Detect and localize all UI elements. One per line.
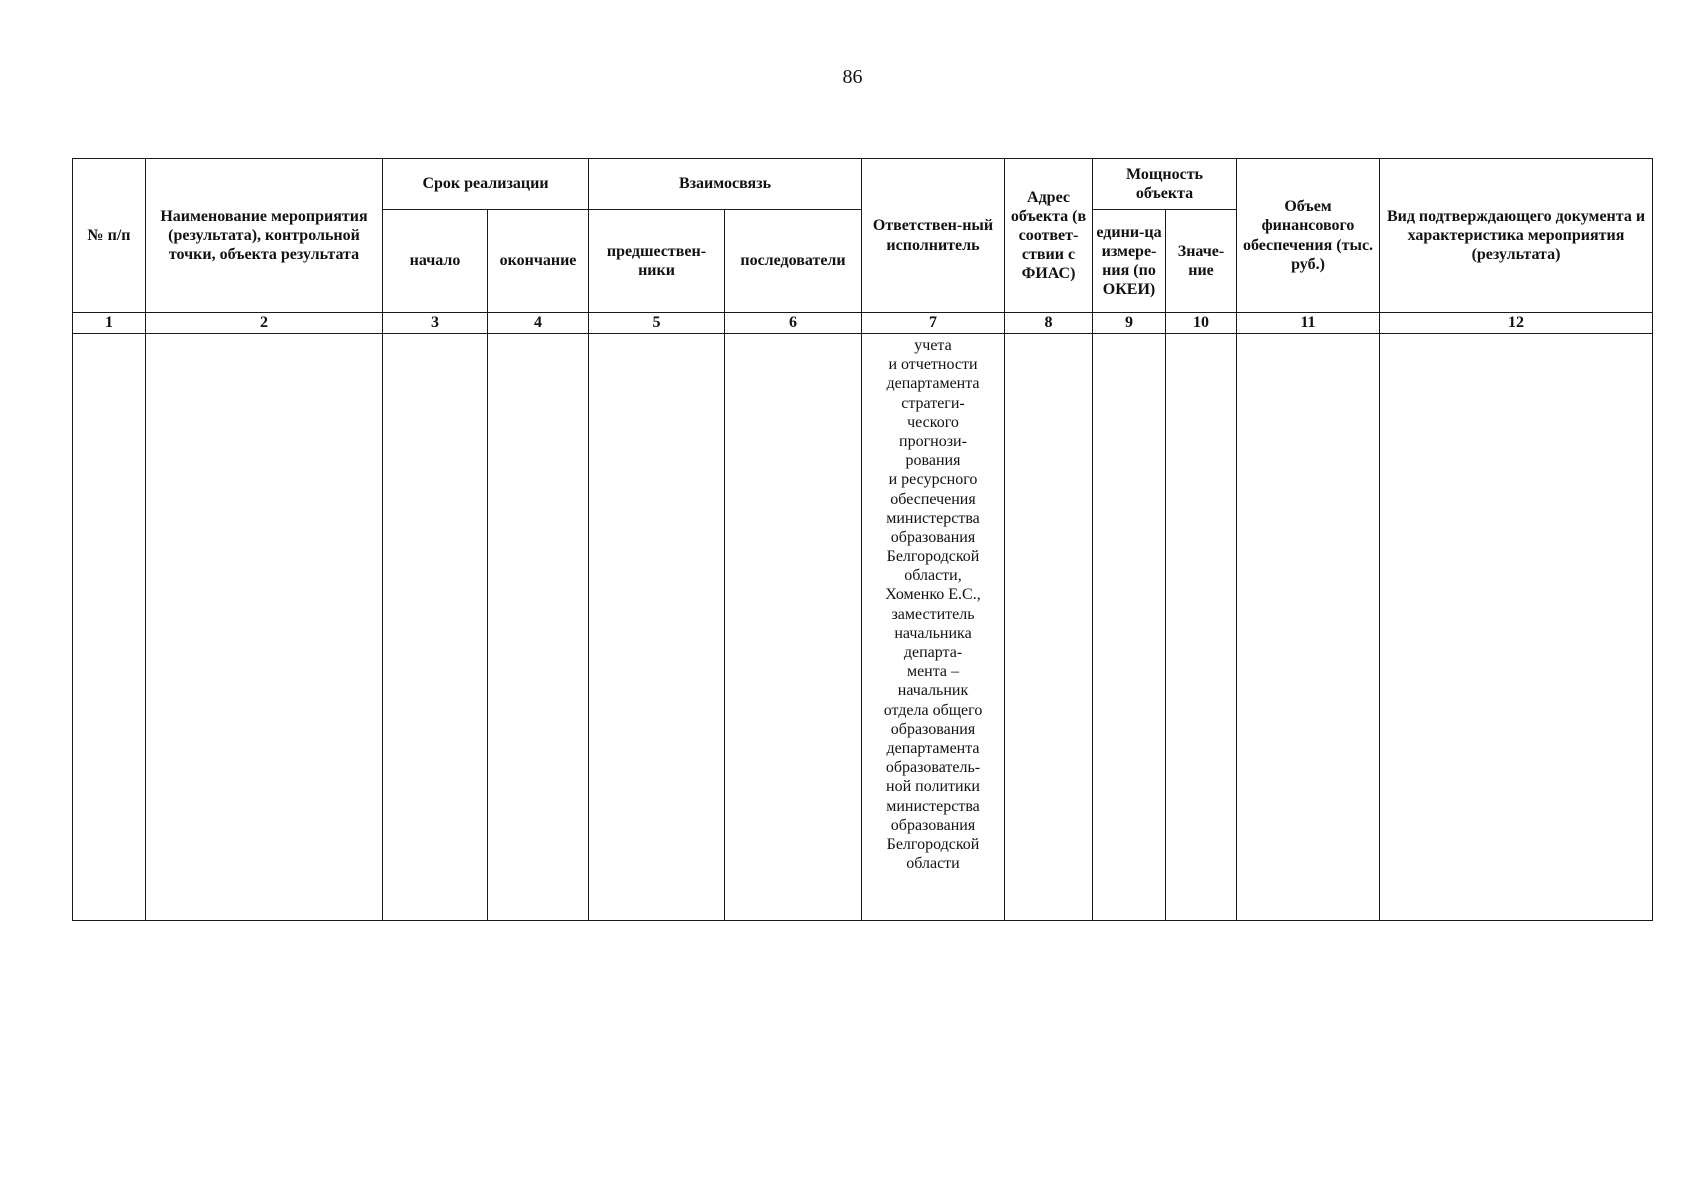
header-document: Вид подтверждающего документа и характеристика мероприятия (результата) (1380, 159, 1653, 313)
header-link-pred: предшествен-ники (589, 210, 725, 313)
column-number: 7 (862, 313, 1005, 334)
header-power-group: Мощность объекта (1093, 159, 1237, 210)
responsible-line: заместитель (891, 605, 975, 623)
responsible-line: мента – (906, 663, 960, 681)
header-number: № п/п (73, 159, 146, 313)
cell-responsible (862, 334, 1005, 921)
header-name: Наименование мероприятия (результата), контрольной точки, объекта результата (146, 159, 383, 313)
column-number: 5 (589, 313, 725, 334)
header-responsible: Ответствен-ный исполнитель (862, 159, 1005, 313)
column-number: 2 (146, 313, 383, 334)
column-number: 8 (1005, 313, 1093, 334)
cell-term-end (488, 334, 589, 921)
header-link-group: Взаимосвязь (589, 159, 862, 210)
page-number: 86 (842, 66, 863, 88)
responsible-line: отдела общего (883, 701, 983, 719)
responsible-line: департамента (886, 375, 980, 393)
column-number: 12 (1380, 313, 1653, 334)
header-term-group: Срок реализации (383, 159, 589, 210)
cell-finance (1237, 334, 1380, 921)
responsible-line: прогнози- (899, 432, 967, 450)
cell-address (1005, 334, 1093, 921)
column-number: 11 (1237, 313, 1380, 334)
plan-table (72, 158, 1653, 921)
responsible-line: обеспечения (890, 490, 976, 508)
responsible-line: учета (914, 337, 952, 354)
responsible-line: стратеги- (901, 394, 965, 412)
header-term-end: окончание (488, 210, 589, 313)
cell-term-start (383, 334, 488, 921)
cell-document (1380, 334, 1653, 921)
header-address: Адрес объекта (в соответ-ствии с ФИАС) (1005, 159, 1093, 313)
header-finance: Объем финансового обеспечения (тыс. руб.) (1237, 159, 1380, 313)
responsible-line: Белгородской (886, 548, 980, 566)
cell-link-pred (589, 334, 725, 921)
responsible-line: и отчетности (888, 356, 978, 374)
responsible-line: Хоменко Е.С., (885, 586, 981, 604)
responsible-line: области, (904, 567, 962, 585)
header-term-start: начало (383, 210, 488, 313)
responsible-line: области (906, 855, 960, 873)
responsible-line: образователь- (885, 759, 981, 777)
header-power-unit: едини-ца измере-ния (по ОКЕИ) (1093, 210, 1166, 313)
responsible-line: ной политики (886, 778, 980, 796)
column-number: 6 (725, 313, 862, 334)
table-row (73, 334, 1653, 921)
header-power-value: Значе-ние (1166, 210, 1237, 313)
header-row-1 (73, 159, 1653, 210)
responsible-line: образования (890, 720, 976, 738)
cell-power-unit (1093, 334, 1166, 921)
column-number: 9 (1093, 313, 1166, 334)
responsible-line: министерства (886, 797, 980, 815)
cell-link-succ (725, 334, 862, 921)
responsible-line: министерства (886, 509, 980, 527)
column-number: 3 (383, 313, 488, 334)
column-number: 1 (73, 313, 146, 334)
cell-number (73, 334, 146, 921)
cell-name (146, 334, 383, 921)
responsible-line: начальника (894, 624, 972, 642)
header-link-succ: последователи (725, 210, 862, 313)
responsible-line: Белгородской (886, 835, 980, 853)
responsible-line: образования (890, 816, 976, 834)
responsible-line: ческого (907, 413, 959, 431)
column-number: 4 (488, 313, 589, 334)
responsible-line: и ресурсного (888, 471, 978, 489)
responsible-line: рования (905, 452, 961, 470)
responsible-line: образования (890, 528, 976, 546)
responsible-line: департа- (903, 644, 963, 661)
column-number: 10 (1166, 313, 1237, 334)
responsible-line: начальник (897, 682, 969, 700)
column-number-row (73, 313, 1653, 334)
responsible-line: департамента (886, 739, 980, 757)
cell-power-value (1166, 334, 1237, 921)
